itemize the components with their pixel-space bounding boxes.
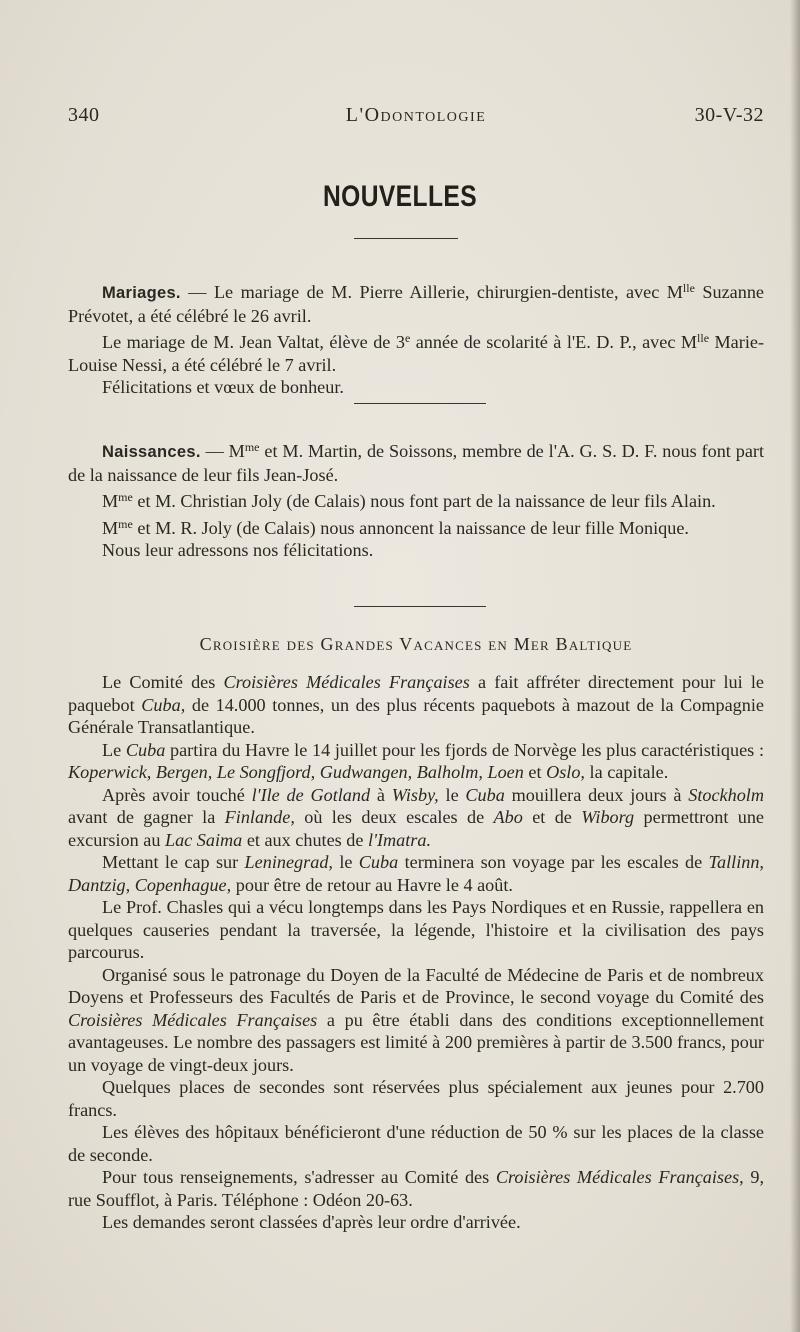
running-head bbox=[68, 104, 764, 134]
mariages-lead: Mariages. bbox=[102, 284, 181, 302]
superscript: e bbox=[404, 331, 411, 345]
section-title: NOUVELLES bbox=[322, 180, 478, 213]
italic-run: Wisby, bbox=[391, 784, 439, 805]
text-run: le bbox=[438, 784, 466, 805]
text-run: Pour tous renseignements, s'adresser au Comité des bbox=[102, 1167, 496, 1187]
text-run: — M bbox=[200, 441, 245, 461]
italic-run: l'Ile de Gotland bbox=[251, 784, 371, 805]
text-run: de 14.000 tonnes, un des plus récents paquebots à mazout de la Compagnie Générale Transatlantique. bbox=[68, 694, 764, 737]
text-run: la capitale. bbox=[584, 762, 669, 782]
text-run: mouillera deux jours à bbox=[504, 784, 689, 805]
text-run: Organisé sous le patronage du Doyen de la Faculté de Médecine de Paris et de nombreux Doyens et Professeurs des Facultés de Paris et de Province, le second voyage du Comité des bbox=[68, 964, 764, 1007]
croisiere-paragraph bbox=[68, 784, 764, 852]
italic-run: Tallinn, Dantzig, Copenhague, bbox=[68, 852, 764, 895]
italic-run: Cuba bbox=[465, 784, 505, 805]
croisiere-paragraph bbox=[68, 964, 764, 1077]
text-run: 9, rue Soufflot, à Paris. Téléphone : Odéon 20-63. bbox=[68, 1167, 764, 1210]
text-run: a fait affréter directement pour lui le paquebot bbox=[68, 672, 764, 715]
naissances-section bbox=[68, 436, 764, 562]
text-run: Après avoir touché bbox=[102, 784, 252, 805]
italic-run: Croisières Médicales Françaises, bbox=[495, 1167, 744, 1187]
croisiere-paragraph: Les demandes seront classées d'après leur ordre d'arrivée. bbox=[102, 1212, 521, 1232]
italic-run: Croisières Médicales Françaises bbox=[68, 1009, 318, 1030]
text-run: et de bbox=[522, 807, 582, 827]
text-run: partira du Havre le 14 juillet pour les fjords de Norvège les plus caractéristiques : bbox=[165, 739, 764, 760]
croisiere-heading: Croisière des Grandes Vacances en Mer Baltique bbox=[199, 634, 633, 654]
italic-run: l'Imatra. bbox=[368, 829, 432, 850]
superscript: me bbox=[118, 516, 133, 531]
mariages-paragraph bbox=[68, 327, 764, 376]
text-run: Suzanne Prévotet, a été célébré le 26 avril. bbox=[68, 282, 765, 326]
text-run: et bbox=[523, 762, 547, 782]
text-run: avant de gagner la bbox=[68, 807, 225, 827]
text-run: permettront une excursion au bbox=[68, 807, 765, 850]
croisiere-paragraph: Quelques places de secondes sont réservées plus spécialement aux jeunes pour 2.700 francs. bbox=[68, 1077, 764, 1120]
page-edge-shadow bbox=[790, 0, 800, 1332]
naissances-paragraph: Nous leur adressons nos félicitations. bbox=[102, 540, 374, 560]
naissances-lead: Naissances. bbox=[102, 443, 201, 461]
text-run: année de scolarité à l'E. D. P., avec M bbox=[410, 332, 698, 352]
mariages-section bbox=[68, 277, 764, 399]
superscript: me bbox=[118, 490, 133, 504]
italic-run: Finlande, bbox=[224, 807, 295, 827]
divider-rule bbox=[354, 606, 486, 607]
text-run: — Le mariage de M. Pierre Aillerie, chirurgien-dentiste, avec M bbox=[180, 282, 683, 302]
superscript: me bbox=[244, 440, 260, 454]
croisiere-paragraph: Le Prof. Chasles qui a vécu longtemps dans les Pays Nordiques et en Russie, rappellera en quelques causeries pendant la traversée, la légende, l'histoire et la civilisation des pays parcourus. bbox=[68, 897, 764, 962]
italic-run: Lac Saima bbox=[164, 829, 243, 850]
croisiere-paragraph bbox=[68, 739, 764, 784]
croisiere-paragraph bbox=[68, 1166, 764, 1211]
italic-run: Stockholm bbox=[688, 784, 764, 805]
text-run: pour être de retour au Havre le 4 août. bbox=[231, 874, 513, 895]
italic-run: Wiborg bbox=[581, 807, 635, 827]
text-run: terminera son voyage par les escales de bbox=[398, 852, 709, 872]
text-run: Le Comité des bbox=[102, 672, 224, 692]
journal-title: L'Odontologie bbox=[345, 104, 487, 126]
italic-run: Croisières Médicales Françaises bbox=[223, 672, 470, 692]
text-run: à bbox=[370, 784, 392, 805]
naissances-paragraph bbox=[68, 513, 764, 540]
text-run: a pu être établi dans des conditions exceptionnellement avantageuses. Le nombre des passagers est limité à 200 premières à partir de 3.500 francs, pour un voyage de vingt-deux jours. bbox=[68, 1009, 764, 1075]
naissances-paragraph bbox=[68, 436, 764, 486]
mariages-paragraph: Félicitations et vœux de bonheur. bbox=[102, 377, 344, 397]
divider-rule bbox=[354, 238, 458, 239]
divider-rule bbox=[354, 403, 486, 404]
italic-run: Leninegrad, bbox=[244, 852, 333, 872]
croisiere-paragraph bbox=[68, 671, 764, 739]
text-run: et M. Martin, de Soissons, membre de l'A. G. S. D. F. nous font part de la naissance de leur fils Jean-José. bbox=[68, 441, 765, 485]
naissances-paragraph bbox=[68, 486, 764, 513]
superscript: lle bbox=[682, 281, 695, 295]
issue-date: 30-V-32 bbox=[694, 104, 764, 126]
text-run: M bbox=[102, 517, 119, 538]
text-run: où les deux escales de bbox=[294, 807, 494, 827]
italic-run: Oslo, bbox=[546, 762, 585, 782]
text-run: Mettant le cap sur bbox=[102, 852, 245, 872]
croisiere-section bbox=[68, 671, 764, 1234]
italic-run: Koperwick, Bergen, Le Songfjord, Gudwangen, Balholm, Loen bbox=[68, 762, 524, 782]
italic-run: Cuba bbox=[125, 739, 166, 760]
italic-run: Cuba, bbox=[141, 694, 186, 715]
text-run: Le mariage de M. Jean Valtat, élève de 3 bbox=[102, 332, 405, 352]
mariages-paragraph bbox=[68, 277, 764, 327]
text-run: Le bbox=[102, 739, 126, 760]
italic-run: Cuba bbox=[358, 852, 399, 872]
superscript: lle bbox=[697, 331, 710, 345]
text-run: et M. Christian Joly (de Calais) nous font part de la naissance de leur fils Alain. bbox=[132, 491, 716, 511]
text-run: Marie-Louise Nessi, a été célébré le 7 avril. bbox=[68, 332, 764, 375]
italic-run: Abo bbox=[493, 807, 523, 827]
text-run: le bbox=[332, 852, 359, 872]
text-run: et M. R. Joly (de Calais) nous annoncent la naissance de leur fille Monique. bbox=[132, 517, 689, 538]
text-run: et aux chutes de bbox=[242, 829, 369, 850]
croisiere-paragraph bbox=[68, 851, 764, 896]
croisiere-paragraph: Les élèves des hôpitaux bénéficieront d'une réduction de 50 % sur les places de la classe de seconde. bbox=[68, 1122, 764, 1165]
text-run: M bbox=[102, 491, 119, 511]
page-number: 340 bbox=[68, 104, 100, 126]
